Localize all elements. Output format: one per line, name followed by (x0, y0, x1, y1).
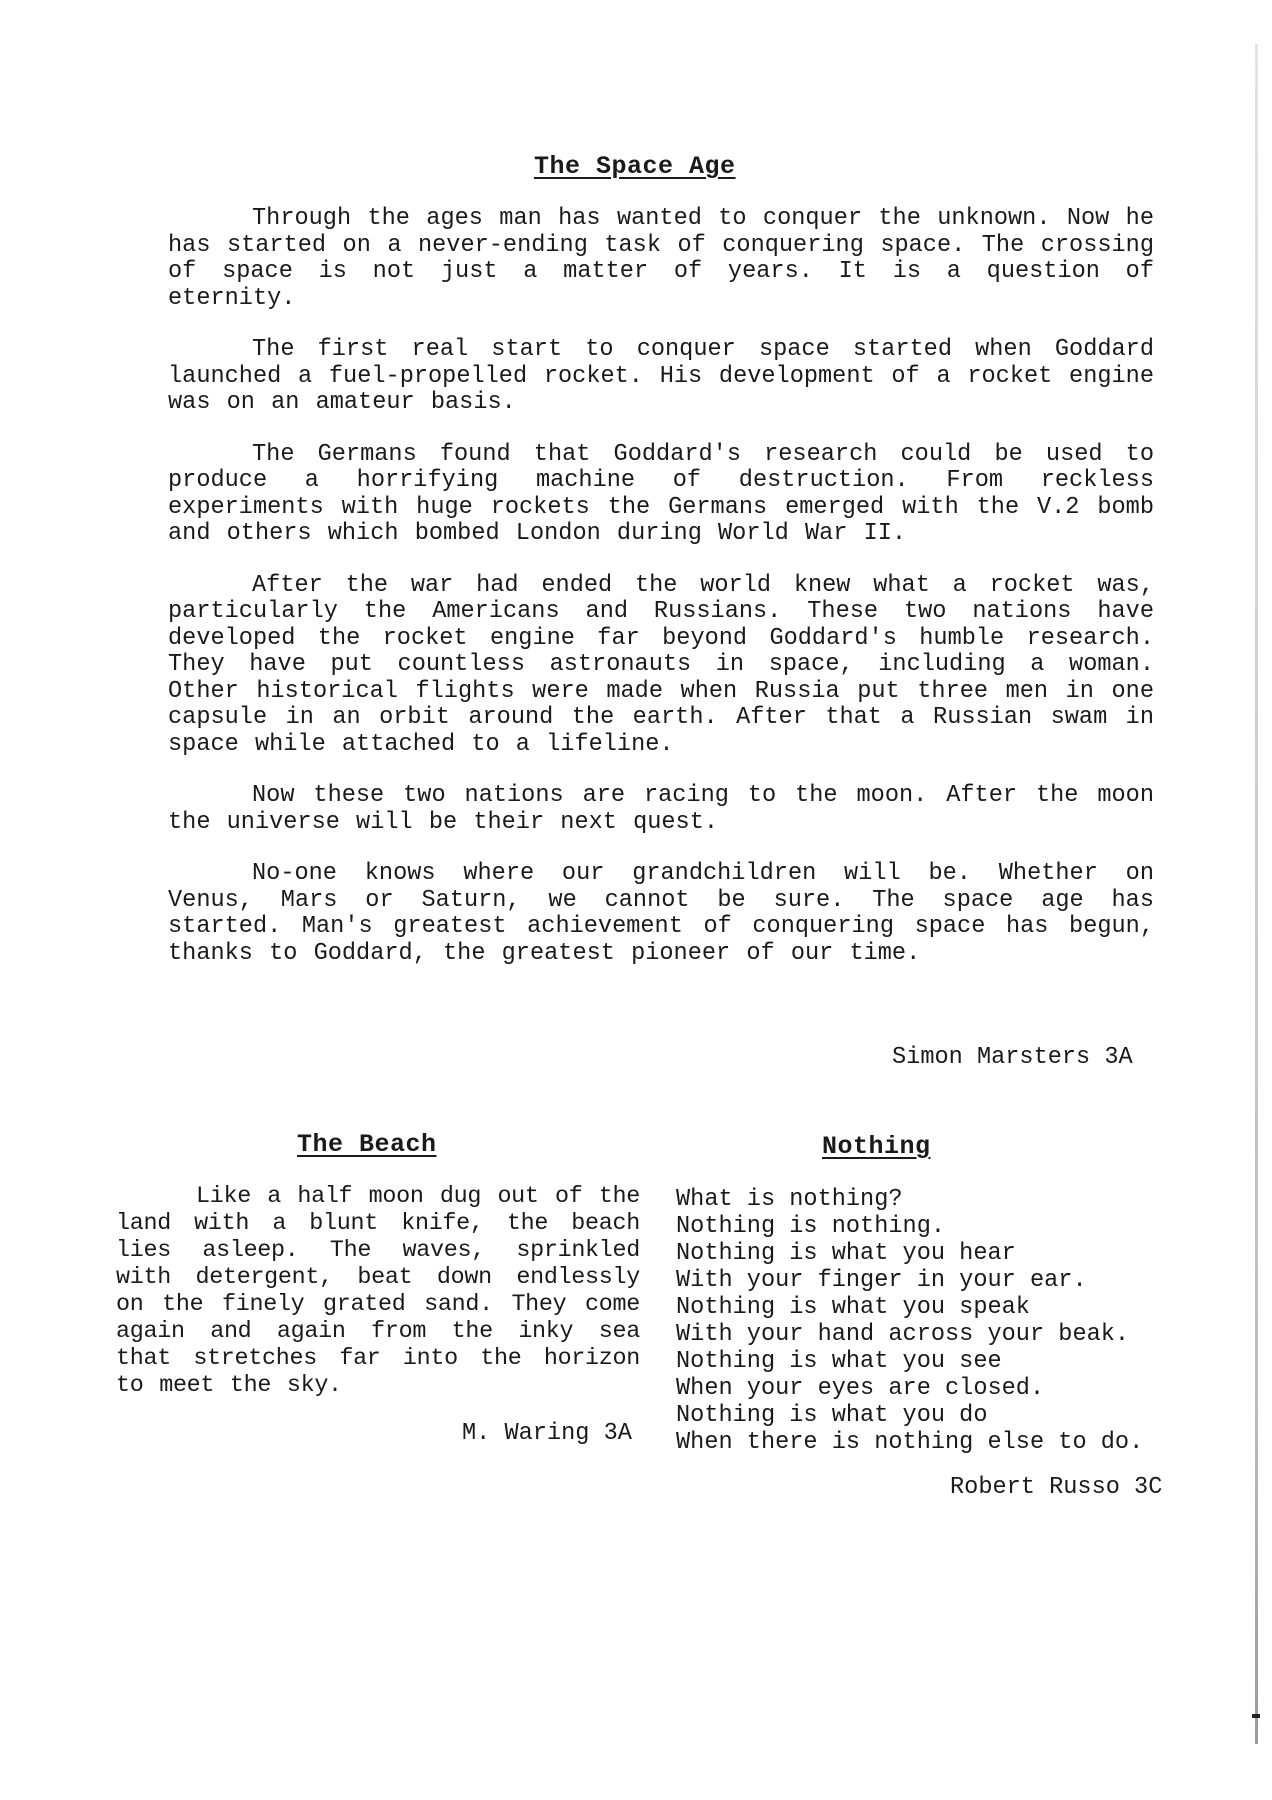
space-age-paragraph-1: Through the ages man has wanted to conquer the unknown. Now he has started on a never-ending task of conquering space. The crossing of space is not just a matter of years. It is a question of eternity. (168, 205, 1154, 312)
beach-poem (116, 1184, 640, 1400)
beach-author: M. Waring 3A (462, 1420, 632, 1447)
space-age-title: The Space Age (534, 152, 736, 181)
space-age-paragraph-4: After the war had ended the world knew what a rocket was, particularly the Americans and Russians. These two nations have developed the rocket engine far beyond Goddard's humble research. They have put countless astronauts in space, including a woman. Other historical flights were made when Russia put three men in one capsule in an orbit around the earth. After that a Russian swam in space while attached to a lifeline. (168, 571, 1154, 758)
nothing-title: Nothing (822, 1132, 931, 1161)
nothing-line-1: What is nothing? (676, 1186, 903, 1213)
nothing-poem (676, 1186, 1143, 1456)
nothing-line-2: Nothing is nothing. (676, 1213, 946, 1240)
nothing-line-9: Nothing is what you do (676, 1402, 988, 1429)
nothing-line-5: Nothing is what you speak (676, 1294, 1030, 1321)
nothing-line-7: Nothing is what you see (676, 1348, 1002, 1375)
space-age-article (168, 206, 1154, 967)
nothing-author: Robert Russo 3C (950, 1474, 1163, 1501)
space-age-paragraph-2: The first real start to conquer space started when Goddard launched a fuel-propelled rocket. His development of a rocket engine was on an amateur basis. (168, 336, 1154, 416)
page-edge-mark (1252, 1714, 1260, 1718)
space-age-paragraph-5: Now these two nations are racing to the moon. After the moon the universe will be their next quest. (168, 782, 1154, 836)
page-edge-shadow (1255, 44, 1258, 1744)
nothing-line-8: When your eyes are closed. (676, 1375, 1045, 1402)
beach-text: Like a half moon dug out of the land with a blunt knife, the beach lies asleep. The waves, sprinkled with detergent, beat down endlessly on the finely grated sand. They come again and again from the inky sea that stretches far into the horizon to meet the sky. (116, 1184, 640, 1399)
nothing-line-3: Nothing is what you hear (676, 1240, 1016, 1267)
space-age-paragraph-6: No-one knows where our grandchildren will be. Whether on Venus, Mars or Saturn, we cannot be sure. The space age has started. Man's greatest achievement of conquering space has begun, thanks to Goddard, the greatest pioneer of our time. (168, 860, 1154, 967)
beach-title: The Beach (297, 1130, 437, 1159)
nothing-line-4: With your finger in your ear. (676, 1267, 1087, 1294)
space-age-paragraph-3: The Germans found that Goddard's research could be used to produce a horrifying machine of destruction. From reckless experiments with huge rockets the Germans emerged with the V.2 bomb and others which bombed London during World War II. (168, 440, 1154, 547)
space-age-author: Simon Marsters 3A (892, 1044, 1133, 1071)
nothing-line-6: With your hand across your beak. (676, 1321, 1130, 1348)
nothing-line-10: When there is nothing else to do. (676, 1429, 1144, 1456)
